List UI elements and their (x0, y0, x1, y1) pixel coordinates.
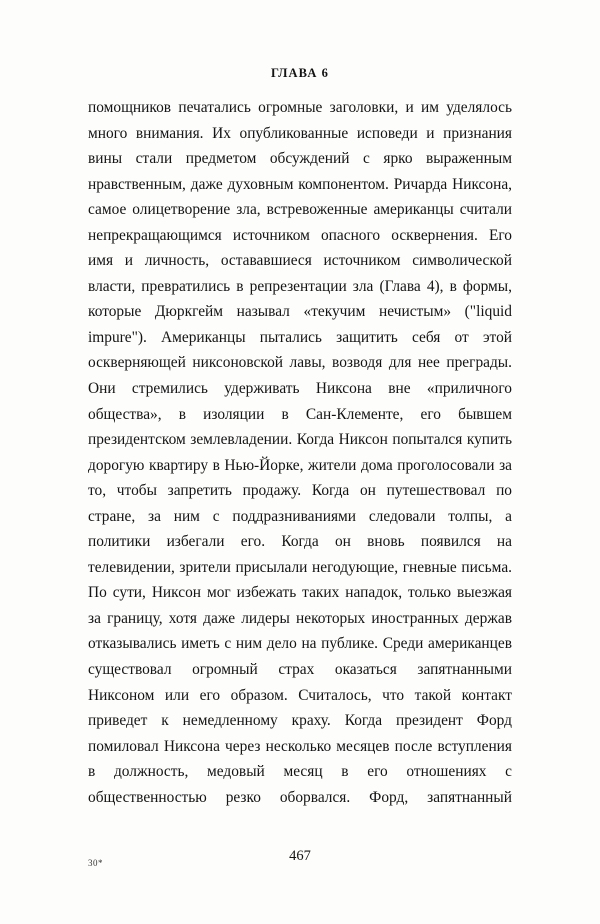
page-number: 467 (289, 848, 311, 864)
body-paragraph: помощников печатались огромные заголовки, и им уделялось много внимания. Их опубликованные исповеди и признания вины стали предметом обсуждений с ярко выраженным нравственным, даже духовным компонентом. Ричарда Никсона, самое олицетворение зла, встревоженные американцы считали непрекращающимся источником опасного осквернения. Его имя и личность, остававшиеся источником символической власти, превратились в репрезентации зла (Глава 4), в формы, которые Дюркгейм называл «текучим нечистым» ("liquid impure"). Американцы пытались защитить себя от этой оскверняющей никсоновской лавы, возводя для нее преграды. Они стремились удерживать Никсона вне «приличного общества», в изоляции в Сан-Клементе, его бывшем президентском землевладении. Когда Никсон попытался купить дорогую квартиру в Нью-Йорке, жители дома проголосовали за то, чтобы запретить продажу. Когда он путешествовал по стране, за ним с поддразниваниями следовали толпы, а политики избегали его. Когда он вновь появился на телевидении, зрители присылали негодующие, гневные письма. По сути, Никсон мог избежать таких нападок, только выезжая за границу, хотя даже лидеры некоторых иностранных держав отказывались иметь с ним дело на публике. Среди американцев существовал огромный страх оказаться запятнанными Никсоном или его образом. Считалось, что такой контакт приведет к немедленному краху. Когда президент Форд помиловал Никсона через несколько месяцев после вступления в должность, медовый месяц в его отношениях с общественностью резко оборвался. Форд, запятнанный (88, 99, 512, 806)
signature-mark: 30* (88, 858, 103, 868)
body-text-column (88, 95, 512, 810)
running-head: ГЛАВА 6 (270, 66, 330, 80)
